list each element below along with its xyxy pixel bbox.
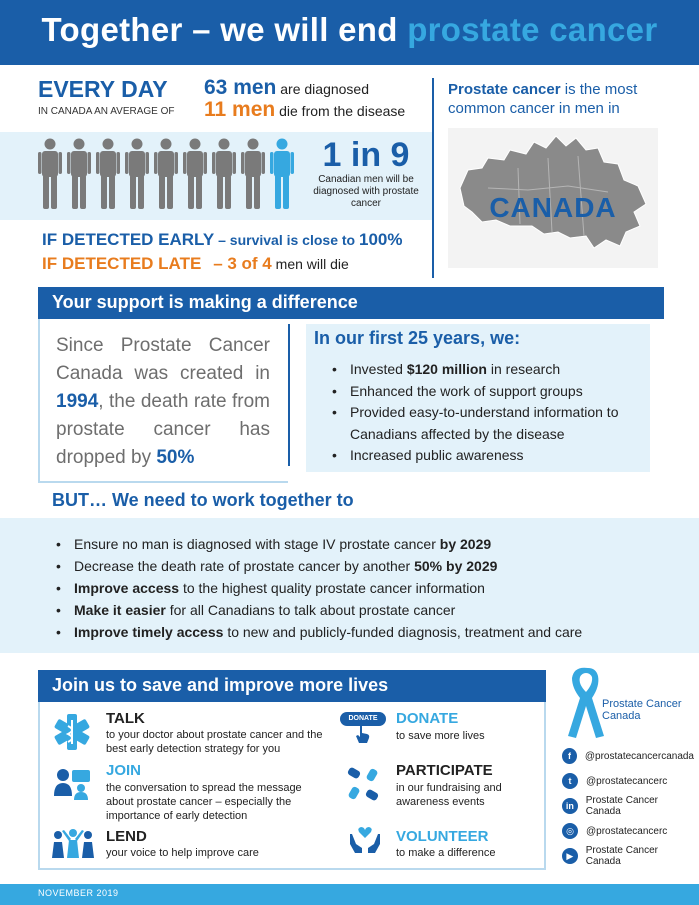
divider [432, 78, 434, 278]
die-line: 11 men die from the disease [204, 98, 406, 121]
linkedin-icon: in [562, 798, 578, 814]
heart-hands-icon [348, 824, 382, 854]
early-line: IF DETECTED EARLY – survival is close to 100% [42, 230, 403, 249]
every-day-heading: EVERY DAY [38, 76, 168, 102]
social-handle: @prostatecancerc [586, 775, 668, 787]
canada-text: Prostate cancer is the most common cancer in men in [448, 81, 638, 117]
social-item[interactable] [562, 845, 694, 867]
every-day-sub: IN CANADA AN AVERAGE OF [38, 106, 175, 117]
support-left-border [38, 319, 40, 483]
man-figure-highlighted [270, 138, 294, 210]
support-item: • Increased public awareness [328, 445, 644, 467]
but-item: • Improve timely access to new and publicly-funded diagnosis, treatment and care [52, 621, 682, 643]
twitter-icon: t [562, 773, 578, 789]
talk-desc: to your doctor about prostate cancer and the best early detection strategy for you [106, 729, 323, 755]
man-figure [67, 138, 91, 210]
social-handle: Prostate Cancer Canada [585, 795, 658, 817]
support-item: • Provided easy-to-understand information to Canadians affected by the disease [328, 402, 644, 445]
social-item[interactable] [562, 748, 694, 764]
join-bottom-border [38, 868, 546, 870]
youtube-icon: ▶ [562, 848, 578, 864]
canada-label: CANADA [489, 192, 617, 223]
but-item: • Ensure no man is diagnosed with stage IV prostate cancer by 2029 [52, 533, 682, 555]
but-item: • Decrease the death rate of prostate cancer by another 50% by 2029 [52, 555, 682, 577]
join-title: JOIN [106, 762, 142, 779]
man-figure [183, 138, 207, 210]
man-figure [154, 138, 178, 210]
social-item[interactable] [562, 823, 694, 839]
support-heading: Your support is making a difference [52, 292, 358, 312]
volunteer-title: VOLUNTEER [396, 828, 489, 845]
join-left-border [38, 702, 40, 870]
diagnosed-line: 63 men are diagnosed [204, 76, 370, 99]
support-item: • Enhanced the work of support groups [328, 381, 644, 403]
participate-title: PARTICIPATE [396, 762, 493, 779]
social-handle: Prostate Cancer Canada [585, 845, 658, 867]
conversation-icon [52, 766, 92, 800]
but-item: • Improve access to the highest quality prostate cancer information [52, 577, 682, 599]
instagram-icon: ◎ [562, 823, 578, 839]
ratio-value: 1 in 9 [322, 136, 410, 174]
man-figure [212, 138, 236, 210]
lend-desc: your voice to help improve care [106, 847, 259, 859]
hands-circle-icon [344, 765, 382, 803]
donate-desc: to save more lives [396, 730, 485, 742]
men-figures-row [38, 138, 300, 210]
brand-name [602, 698, 681, 722]
man-figure [125, 138, 149, 210]
donate-title: DONATE [396, 710, 459, 727]
join-desc: the conversation to spread the message about prostate cancer – especially the importance of early detection [106, 782, 302, 822]
social-handle: @prostatecancerc [586, 825, 668, 837]
support-bottom-border [38, 481, 288, 483]
but-item: • Make it easier for all Canadians to talk about prostate cancer [52, 599, 682, 621]
volunteer-desc: to make a difference [396, 847, 496, 859]
join-heading: Join us to save and improve more lives [52, 675, 389, 695]
ratio-text: Canadian men will be diagnosed with prostate cancer [313, 174, 419, 209]
brand-line2: Canada [602, 710, 641, 722]
facebook-icon: f [562, 748, 577, 764]
late-line: IF DETECTED LATE – 3 of 4 men will die [42, 254, 349, 273]
social-item[interactable] [562, 773, 694, 789]
support-list [328, 359, 644, 467]
join-right-border [544, 702, 546, 870]
page-title: Together – we will end prostate cancer [41, 11, 658, 48]
lend-title: LEND [106, 828, 147, 845]
social-handle: @prostatecancercanada [584, 750, 694, 762]
support-item: • Invested $120 million in research [328, 359, 644, 381]
footer-date: NOVEMBER 2019 [38, 888, 119, 898]
but-heading: BUT… We need to work together to [52, 490, 354, 510]
medical-icon [52, 712, 92, 752]
hand-pointer-icon [354, 724, 372, 744]
support-divider [288, 324, 290, 466]
support-paragraph: Since Prostate Cancer Canada was created in 1994, the death rate from prostate cancer has dropped by 50% [56, 335, 270, 468]
man-figure [241, 138, 265, 210]
social-list [562, 748, 694, 867]
brand-line1: Prostate Cancer [602, 698, 682, 710]
donate-badge-icon: DONATE [340, 712, 386, 726]
support-box-heading: In our first 25 years, we: [314, 328, 521, 348]
but-list [52, 533, 682, 643]
participate-desc: in our fundraising and awareness events [396, 782, 502, 808]
man-figure [38, 138, 62, 210]
man-figure [96, 138, 120, 210]
ribbon-logo-icon [566, 664, 606, 740]
people-icon [50, 828, 96, 860]
social-item[interactable] [562, 795, 694, 817]
talk-title: TALK [106, 710, 145, 727]
